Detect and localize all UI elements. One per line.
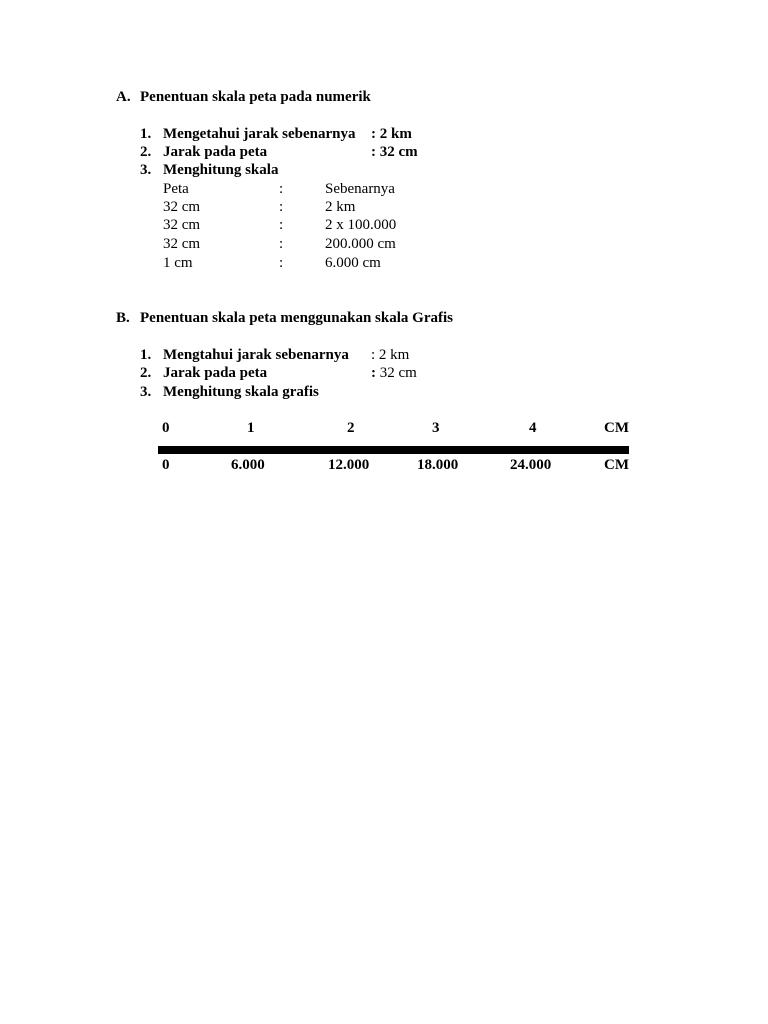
scale-top-unit: CM — [604, 420, 629, 436]
calc-row-1-left: Peta — [163, 181, 189, 197]
calc-row-5-right: 6.000 cm — [325, 255, 381, 271]
calc-row-5-sep: : — [279, 255, 284, 271]
calc-row-1-right: Sebenarnya — [325, 181, 395, 197]
section-a-item-1-value: : 2 km — [371, 126, 412, 142]
calc-row-3-sep: : — [279, 217, 284, 233]
section-a-marker: A. — [116, 89, 131, 105]
section-a-item-2-label: Jarak pada peta — [163, 144, 268, 160]
calc-row-2-left: 32 cm — [163, 199, 201, 215]
section-b-item-3-label: Menghitung skala grafis — [163, 384, 319, 400]
section-b-item-3-num: 3. — [140, 384, 152, 400]
scale-top-label: 0 — [162, 420, 170, 436]
calc-row-2-right: 2 km — [325, 199, 356, 215]
section-b-item-2-num: 2. — [140, 365, 152, 381]
scale-top-label: 3 — [432, 420, 440, 436]
calc-row-2-sep: : — [279, 199, 284, 215]
section-a-item-3-num: 3. — [140, 162, 152, 178]
scale-top-label: 1 — [247, 420, 255, 436]
section-b-marker: B. — [116, 310, 130, 326]
section-b-item-1-value: : 2 km — [371, 347, 410, 363]
scale-bottom-label: 0 — [162, 457, 170, 473]
calc-row-1-sep: : — [279, 181, 284, 197]
section-a-item-1-label: Mengetahui jarak sebenarnya — [163, 126, 356, 142]
calc-row-4-sep: : — [279, 236, 284, 252]
section-b-item-1-label: Mengtahui jarak sebenarnya — [163, 347, 349, 363]
section-b-item-2-colon: : — [371, 365, 376, 381]
section-b-title: Penentuan skala peta menggunakan skala Grafis — [140, 310, 453, 326]
section-b-item-1-num: 1. — [140, 347, 152, 363]
calc-row-3-left: 32 cm — [163, 217, 201, 233]
section-a-item-3-label: Menghitung skala — [163, 162, 279, 178]
section-b-item-2-value — [371, 364, 417, 382]
scale-bottom-unit: CM — [604, 457, 629, 473]
scale-bottom-label: 24.000 — [510, 457, 552, 473]
scale-bottom-label: 12.000 — [328, 457, 370, 473]
section-a-item-2-value: : 32 cm — [371, 144, 418, 160]
scale-top-label: 2 — [347, 420, 355, 436]
calc-row-3-right: 2 x 100.000 — [325, 217, 397, 233]
section-a-item-1-num: 1. — [140, 126, 152, 142]
scale-bottom-label: 18.000 — [417, 457, 459, 473]
scale-bottom-label: 6.000 — [231, 457, 265, 473]
scale-top-label: 4 — [529, 420, 537, 436]
graphic-scale-bar — [158, 446, 629, 454]
section-a-item-2-num: 2. — [140, 144, 152, 160]
calc-row-4-right: 200.000 cm — [325, 236, 396, 252]
section-b-item-2-label: Jarak pada peta — [163, 365, 268, 381]
calc-row-5-left: 1 cm — [163, 255, 193, 271]
section-a-title: Penentuan skala peta pada numerik — [140, 89, 371, 105]
calc-row-4-left: 32 cm — [163, 236, 201, 252]
section-b-item-2-amount: 32 cm — [376, 365, 417, 381]
